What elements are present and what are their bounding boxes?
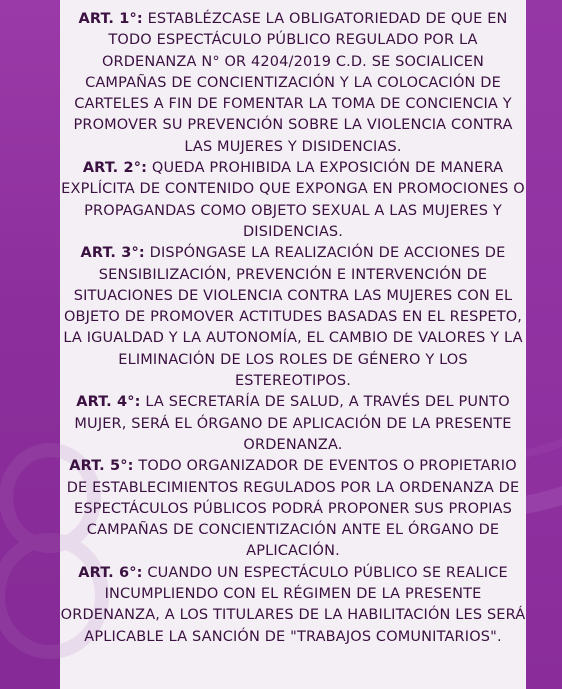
- article-5-label: ART. 5°:: [69, 458, 134, 475]
- article-1-label: ART. 1°:: [78, 11, 143, 27]
- article-1: [60, 9, 526, 158]
- article-1-text: ESTABLÉZCASE LA OBLIGATORIEDAD DE QUE EN TODO ESPECTÁCULO PÚBLICO REGULADO POR LA ORDENANZA N° OR 4204/2019 C.D. SE SOCIALICEN CAMPAÑAS DE CONCIENTIZACIÓN Y LA COLOCACIÓN DE CARTELES A FIN DE FOMENTAR LA TOMA DE CONCIENCIA Y PROMOVER SU PREVENCIÓN SOBRE LA VIOLENCIA CONTRA LAS MUJERES Y DISIDENCIAS.: [73, 11, 513, 155]
- ordinance-card: [60, 0, 526, 689]
- article-2-label: ART. 2°:: [82, 160, 148, 177]
- article-4: [60, 392, 526, 456]
- article-3-text: DISPÓNGASE LA REALIZACIÓN DE ACCIONES DE SENSIBILIZACIÓN, PREVENCIÓN E INTERVENCIÓN DE SITUACIONES DE VIOLENCIA CONTRA LAS MUJERES CON EL OBJETO DE PROMOVER ACTITUDES BASADAS EN EL RESPETO, LA IGUALDAD Y LA AUTONOMÍA, EL CAMBIO DE VALORES Y LA ELIMINACIÓN DE LOS ROLES DE GÉNERO Y LOS ESTEREOTIPOS.: [63, 245, 523, 390]
- article-5-text: TODO ORGANIZADOR DE EVENTOS O PROPIETARIO DE ESTABLECIMIENTOS REGULADOS POR LA ORDENANZA DE ESPECTÁCULOS PÚBLICOS PODRÁ PROPONER SUS PROPIAS CAMPAÑAS DE CONCIENTIZACIÓN ANTE EL ÓRGANO DE APLICACIÓN.: [66, 458, 520, 560]
- article-4-label: ART. 4°:: [76, 394, 141, 411]
- ordinance-text: [60, 9, 526, 648]
- article-2-text: QUEDA PROHIBIDA LA EXPOSICIÓN DE MANERA EXPLÍCITA DE CONTENIDO QUE EXPONGA EN PROMOCIONES O PROPAGANDAS COMO OBJETO SEXUAL A LAS MUJERES Y DISIDENCIAS.: [61, 160, 525, 240]
- article-3: [60, 243, 526, 392]
- article-5: [60, 456, 526, 562]
- article-6-label: ART. 6°:: [78, 564, 143, 581]
- article-4-text: LA SECRETARÍA DE SALUD, A TRAVÉS DEL PUNTO MUJER, SERÁ EL ÓRGANO DE APLICACIÓN DE LA PRESENTE ORDENANZA.: [74, 394, 512, 453]
- article-6: [60, 563, 526, 648]
- article-6-text: CUANDO UN ESPECTÁCULO PÚBLICO SE REALICE INCUMPLIENDO CON EL RÉGIMEN DE LA PRESENTE ORDENANZA, A LOS TITULARES DE LA HABILITACIÓN LES SERÁ APLICABLE LA SANCIÓN DE "TRABAJOS COMUNITARIOS".: [60, 564, 526, 645]
- article-2: [60, 158, 526, 243]
- article-3-label: ART. 3°:: [80, 245, 145, 262]
- right-purple-band: [526, 0, 562, 689]
